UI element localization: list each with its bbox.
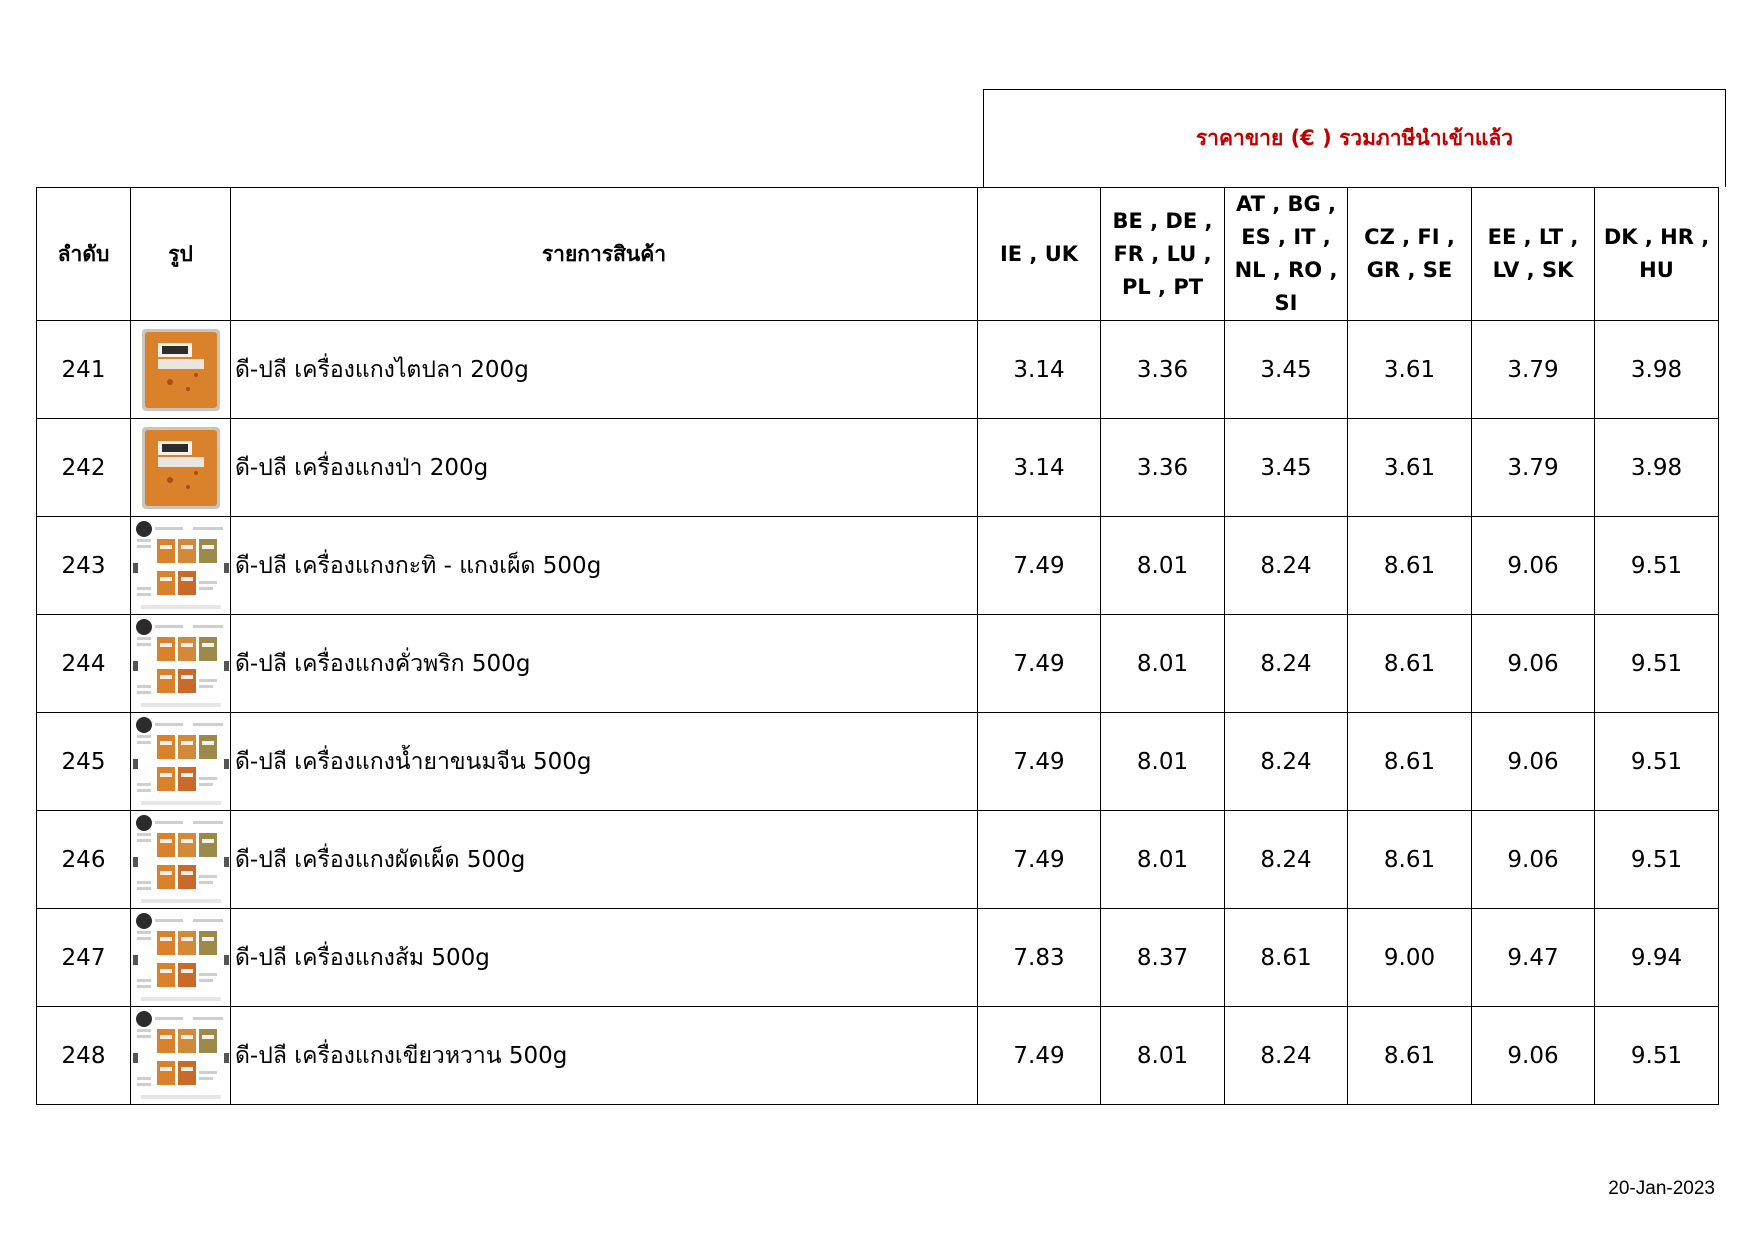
row-price: 3.61 bbox=[1348, 321, 1472, 419]
header-item: รายการสินค้า bbox=[231, 188, 978, 321]
row-price: 7.83 bbox=[978, 909, 1101, 1007]
row-price: 9.51 bbox=[1595, 615, 1719, 713]
multi-pack-image bbox=[133, 1009, 229, 1103]
row-product-name: ดี-ปลี เครื่องแกงกะทิ - แกงเผ็ด 500g bbox=[231, 517, 978, 615]
row-product-name: ดี-ปลี เครื่องแกงน้ำยาขนมจีน 500g bbox=[231, 713, 978, 811]
row-price: 8.01 bbox=[1101, 713, 1225, 811]
row-price: 7.49 bbox=[978, 517, 1101, 615]
row-price: 9.06 bbox=[1472, 713, 1595, 811]
row-price: 9.51 bbox=[1595, 517, 1719, 615]
row-image-cell bbox=[131, 909, 231, 1007]
multi-pack-image bbox=[133, 715, 229, 809]
multi-pack-image bbox=[133, 911, 229, 1005]
row-product-name: ดี-ปลี เครื่องแกงคั่วพริก 500g bbox=[231, 615, 978, 713]
row-image-cell bbox=[131, 1007, 231, 1105]
price-super-header: ราคาขาย (€ ) รวมภาษีนำเข้าแล้ว bbox=[983, 89, 1726, 187]
row-price: 8.61 bbox=[1348, 713, 1472, 811]
header-price-cz-fi: CZ , FI , GR , SE bbox=[1348, 188, 1472, 321]
row-price: 3.45 bbox=[1225, 321, 1348, 419]
table-row bbox=[37, 517, 1719, 615]
row-image-cell bbox=[131, 615, 231, 713]
row-image-cell bbox=[131, 713, 231, 811]
row-price: 3.61 bbox=[1348, 419, 1472, 517]
row-order-number: 241 bbox=[37, 321, 131, 419]
table-row bbox=[37, 321, 1719, 419]
header-price-ee-lt: EE , LT , LV , SK bbox=[1472, 188, 1595, 321]
row-price: 9.06 bbox=[1472, 615, 1595, 713]
header-row bbox=[37, 188, 1719, 321]
row-price: 8.61 bbox=[1348, 1007, 1472, 1105]
row-price: 3.79 bbox=[1472, 419, 1595, 517]
row-product-name: ดี-ปลี เครื่องแกงส้ม 500g bbox=[231, 909, 978, 1007]
row-order-number: 244 bbox=[37, 615, 131, 713]
multi-pack-image bbox=[133, 617, 229, 711]
price-table bbox=[36, 187, 1719, 1105]
header-price-at-bg: AT , BG , ES , IT , NL , RO , SI bbox=[1225, 188, 1348, 321]
header-price-dk-hr: DK , HR , HU bbox=[1595, 188, 1719, 321]
row-price: 8.61 bbox=[1348, 615, 1472, 713]
row-image-cell bbox=[131, 811, 231, 909]
row-price: 3.98 bbox=[1595, 419, 1719, 517]
row-order-number: 247 bbox=[37, 909, 131, 1007]
row-price: 9.47 bbox=[1472, 909, 1595, 1007]
row-price: 9.51 bbox=[1595, 811, 1719, 909]
row-price: 9.06 bbox=[1472, 1007, 1595, 1105]
row-price: 7.49 bbox=[978, 615, 1101, 713]
row-order-number: 242 bbox=[37, 419, 131, 517]
row-image-cell bbox=[131, 419, 231, 517]
row-price: 8.24 bbox=[1225, 615, 1348, 713]
row-price: 8.01 bbox=[1101, 1007, 1225, 1105]
row-order-number: 248 bbox=[37, 1007, 131, 1105]
header-order: ลำดับ bbox=[37, 188, 131, 321]
row-price: 8.24 bbox=[1225, 517, 1348, 615]
row-price: 9.06 bbox=[1472, 517, 1595, 615]
row-price: 7.49 bbox=[978, 713, 1101, 811]
row-price: 3.45 bbox=[1225, 419, 1348, 517]
row-product-name: ดี-ปลี เครื่องแกงป่า 200g bbox=[231, 419, 978, 517]
single-pack-image bbox=[140, 425, 222, 511]
table-row bbox=[37, 615, 1719, 713]
row-product-name: ดี-ปลี เครื่องแกงเขียวหวาน 500g bbox=[231, 1007, 978, 1105]
header-price-ie-uk: IE , UK bbox=[978, 188, 1101, 321]
table-row bbox=[37, 713, 1719, 811]
row-price: 9.06 bbox=[1472, 811, 1595, 909]
row-price: 8.24 bbox=[1225, 1007, 1348, 1105]
header-image: รูป bbox=[131, 188, 231, 321]
row-price: 3.14 bbox=[978, 321, 1101, 419]
row-order-number: 243 bbox=[37, 517, 131, 615]
row-price: 3.98 bbox=[1595, 321, 1719, 419]
table-row bbox=[37, 1007, 1719, 1105]
footer-date: 20-Jan-2023 bbox=[1608, 1178, 1715, 1199]
row-price: 3.79 bbox=[1472, 321, 1595, 419]
row-price: 8.61 bbox=[1348, 517, 1472, 615]
row-price: 3.14 bbox=[978, 419, 1101, 517]
row-order-number: 245 bbox=[37, 713, 131, 811]
row-price: 8.24 bbox=[1225, 713, 1348, 811]
row-price: 8.01 bbox=[1101, 517, 1225, 615]
row-order-number: 246 bbox=[37, 811, 131, 909]
multi-pack-image bbox=[133, 519, 229, 613]
row-price: 8.61 bbox=[1348, 811, 1472, 909]
row-price: 3.36 bbox=[1101, 321, 1225, 419]
row-price: 8.61 bbox=[1225, 909, 1348, 1007]
table-row bbox=[37, 419, 1719, 517]
table-row bbox=[37, 811, 1719, 909]
row-product-name: ดี-ปลี เครื่องแกงไตปลา 200g bbox=[231, 321, 978, 419]
row-product-name: ดี-ปลี เครื่องแกงผัดเผ็ด 500g bbox=[231, 811, 978, 909]
row-price: 8.24 bbox=[1225, 811, 1348, 909]
row-price: 9.00 bbox=[1348, 909, 1472, 1007]
row-price: 8.01 bbox=[1101, 811, 1225, 909]
multi-pack-image bbox=[133, 813, 229, 907]
row-price: 8.01 bbox=[1101, 615, 1225, 713]
row-price: 3.36 bbox=[1101, 419, 1225, 517]
row-price: 9.51 bbox=[1595, 713, 1719, 811]
header-price-be-de: BE , DE , FR , LU , PL , PT bbox=[1101, 188, 1225, 321]
single-pack-image bbox=[140, 327, 222, 413]
row-price: 9.51 bbox=[1595, 1007, 1719, 1105]
row-image-cell bbox=[131, 321, 231, 419]
row-image-cell bbox=[131, 517, 231, 615]
row-price: 7.49 bbox=[978, 811, 1101, 909]
row-price: 9.94 bbox=[1595, 909, 1719, 1007]
table-row bbox=[37, 909, 1719, 1007]
row-price: 8.37 bbox=[1101, 909, 1225, 1007]
row-price: 7.49 bbox=[978, 1007, 1101, 1105]
